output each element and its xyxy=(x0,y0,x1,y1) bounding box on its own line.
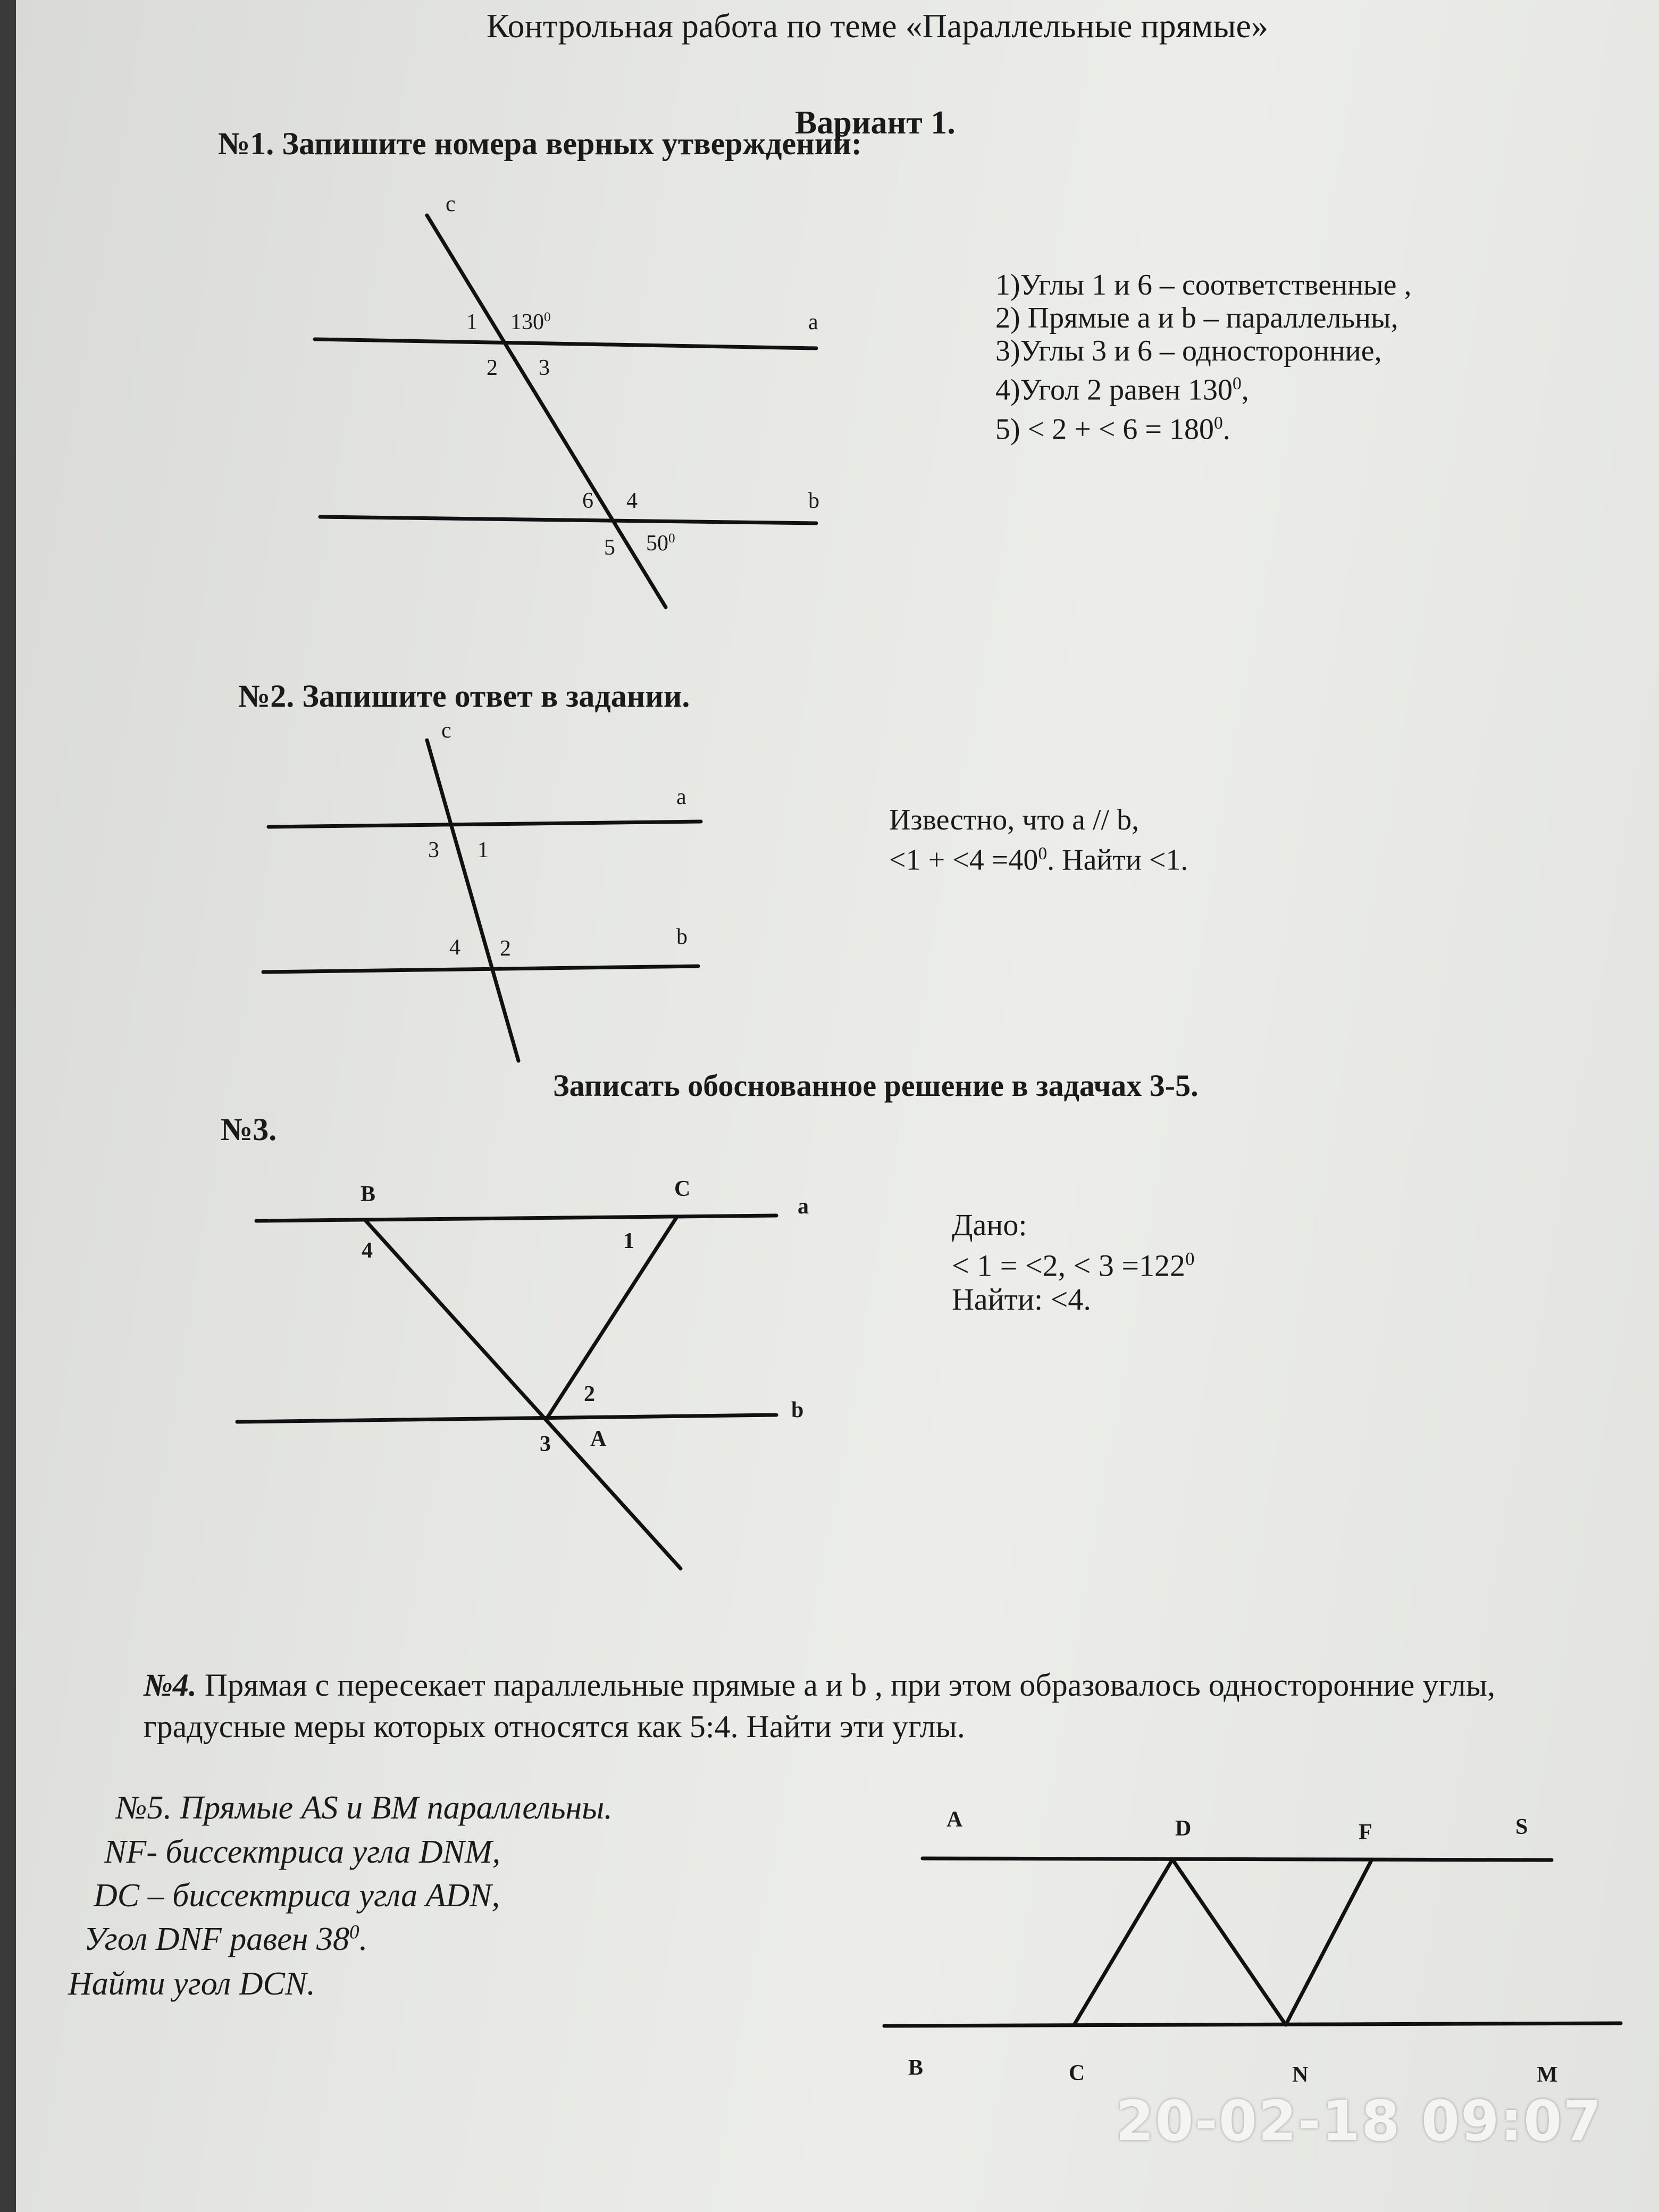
task5-point-f: F xyxy=(1359,1820,1372,1845)
task2-label-c: c xyxy=(441,718,451,743)
task5-point-m: M xyxy=(1537,2063,1558,2087)
task5-point-s: S xyxy=(1515,1815,1528,1839)
task5-segment-dc xyxy=(1074,1859,1172,2025)
task5-point-b: B xyxy=(908,2056,924,2080)
task3-angle-3: 3 xyxy=(540,1432,551,1456)
task5-point-a: A xyxy=(946,1807,963,1832)
task2-angle-4: 4 xyxy=(449,935,460,960)
task1-statement-4: 4)Угол 2 равен $130^0$, xyxy=(995,373,1249,407)
task3-heading: №3. xyxy=(221,1112,277,1147)
task2-heading: №2. Запишите ответ в задании. xyxy=(238,678,690,714)
task5-point-d: D xyxy=(1175,1816,1192,1841)
task1-label-b: b xyxy=(808,489,819,513)
task5-point-n: N xyxy=(1292,2063,1309,2087)
task1-heading: №1. Запишите номера верных утверждений: xyxy=(218,126,862,161)
task3-label-a: a xyxy=(798,1194,809,1219)
task1-statement-3: 3)Углы 3 и 6 – односторонние, xyxy=(995,334,1382,367)
task1-angle-3: 3 xyxy=(539,356,550,380)
task4-body: Прямая с пересекает параллельные прямые а и b , при этом образовалось односторонние углы, градусные меры которых относятся как 5:4. Найти эти углы. xyxy=(144,1668,1496,1744)
task5-line-2: NF- биссектриса угла DNM, xyxy=(104,1834,501,1870)
solution-instruction: Записать обоснованное решение в задачах 3-5. xyxy=(553,1068,1199,1103)
task5-line-3: DC – биссектриса угла ADN, xyxy=(94,1878,500,1914)
variant-label: Вариант 1. xyxy=(795,105,956,141)
task1-statement-2: 2) Прямые а и b – параллельны, xyxy=(995,301,1398,334)
task3-label-b: b xyxy=(791,1398,804,1422)
task2-label-b: b xyxy=(676,925,688,949)
task3-angle-2: 2 xyxy=(584,1382,595,1406)
photo-timestamp: 20-02-18 09:07 xyxy=(1116,2089,1603,2154)
task1-angle-2: 2 xyxy=(487,356,498,380)
task1-angle-1: 1 xyxy=(466,310,477,334)
task2-condition-line2: $<1 + <4 =40^0$. Найти <1. xyxy=(889,843,1188,877)
task5-line-as xyxy=(923,1858,1552,1860)
task1-line-c xyxy=(427,215,666,607)
task1-line-b xyxy=(320,517,816,523)
task5-line-1: №5. Прямые AS и BM параллельны. xyxy=(116,1790,613,1826)
task5-line-5: Найти угол DCN. xyxy=(68,1966,315,2002)
task5-segment-nf xyxy=(1286,1859,1372,2025)
task2-condition xyxy=(889,803,1188,877)
task2-label-a: a xyxy=(676,785,686,809)
task1-line-a xyxy=(315,339,816,348)
task1-angle-50: $50^0$ xyxy=(646,531,675,556)
task1-angle-130: $130^0$ xyxy=(510,310,551,334)
task3-angle-4: 4 xyxy=(362,1238,373,1263)
task3-point-b: B xyxy=(361,1182,376,1206)
task1-angle-5: 5 xyxy=(604,535,615,560)
task1-statement-5: 5) < 2 + < $6 = 180^0$. xyxy=(995,413,1230,446)
task3-angle-1: 1 xyxy=(623,1229,634,1253)
task1-label-c: c xyxy=(446,192,456,216)
task1-statement-1: 1)Углы 1 и 6 – соответственные , xyxy=(995,269,1412,301)
task3-condition xyxy=(952,1208,1194,1317)
task1-angle-4: 4 xyxy=(626,489,638,513)
task3-point-a: A xyxy=(590,1427,607,1451)
worksheet-title: Контрольная работа по теме «Параллельные прямые» xyxy=(487,7,1268,45)
task3-line-b xyxy=(237,1415,776,1422)
task3-find: Найти: <4. xyxy=(952,1282,1091,1317)
task5-point-c: C xyxy=(1069,2061,1085,2085)
task2-line-c xyxy=(427,740,518,1061)
task2-angle-3: 3 xyxy=(428,838,439,862)
task2-line-a xyxy=(269,822,701,827)
task2-angle-1: 1 xyxy=(477,838,489,862)
task5-line-4: Угол DNF равен $38^0$. xyxy=(84,1921,368,1957)
task1-angle-6: 6 xyxy=(582,489,593,513)
task2-condition-line1: Известно, что а // b, xyxy=(889,803,1139,836)
task4-text xyxy=(144,1664,1606,1747)
task3-line-a xyxy=(256,1216,776,1221)
task3-segment-ca xyxy=(547,1218,676,1419)
task1-label-a: a xyxy=(808,310,818,334)
task3-point-c: C xyxy=(674,1177,691,1201)
task3-given-values: < 1 = <2, < $3 =122^0$ xyxy=(952,1248,1195,1283)
task2-line-b xyxy=(263,966,698,972)
task5-line-bm xyxy=(884,2023,1621,2026)
task2-angle-2: 2 xyxy=(500,936,511,961)
task3-given-label: Дано: xyxy=(952,1208,1027,1242)
task4-number: №4. xyxy=(144,1668,197,1703)
task5-segment-dn xyxy=(1172,1859,1286,2025)
task3-segment-ba xyxy=(366,1221,681,1569)
